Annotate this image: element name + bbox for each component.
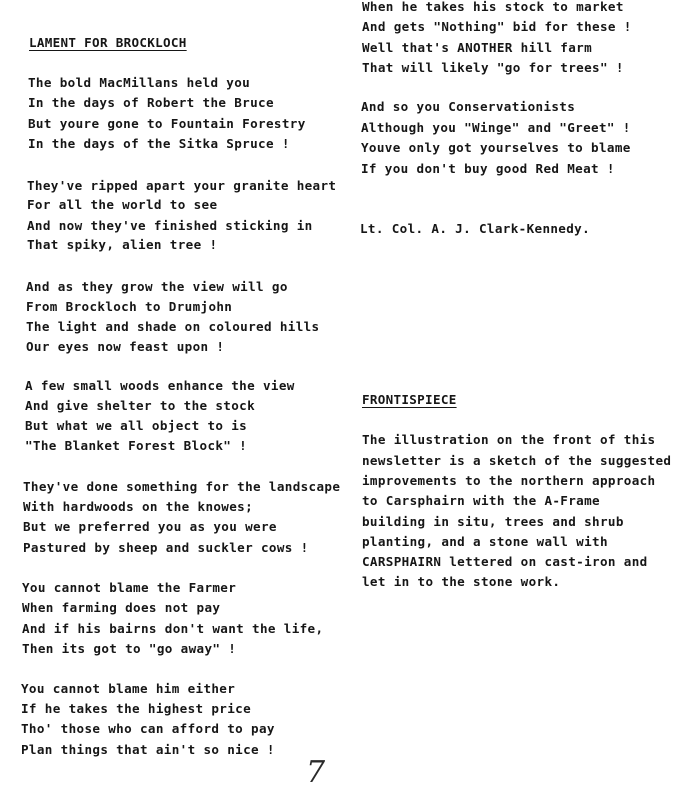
poem-line: Pastured by sheep and suckler cows ! <box>23 540 309 555</box>
poem-line: "The Blanket Forest Block" ! <box>25 438 248 453</box>
poem-line: But we preferred you as you were <box>23 519 277 534</box>
poem-line: Plan things that ain't so nice ! <box>21 742 275 757</box>
frontispiece-text-line: newsletter is a sketch of the suggested <box>362 453 672 468</box>
poem-line: And now they've finished sticking in <box>27 218 313 233</box>
poem-line: And give shelter to the stock <box>25 398 256 413</box>
frontispiece-text-line: improvements to the northern approach <box>362 473 656 488</box>
poem-line: Then its got to "go away" ! <box>22 641 237 656</box>
frontispiece-text-line: let in to the stone work. <box>362 574 561 589</box>
poem-line: With hardwoods on the knowes; <box>23 499 254 514</box>
poem-line: Well that's ANOTHER hill farm <box>362 40 593 55</box>
frontispiece-heading: FRONTISPIECE <box>362 392 457 407</box>
frontispiece-text-line: building in situ, trees and shrub <box>362 514 624 529</box>
poem-title: LAMENT FOR BROCKLOCH <box>29 35 187 50</box>
poem-line: And as they grow the view will go <box>26 279 288 294</box>
frontispiece-text-line: CARSPHAIRN lettered on cast-iron and <box>362 554 648 569</box>
poem-line: Youve only got yourselves to blame <box>361 140 631 155</box>
poem-line: A few small woods enhance the view <box>25 378 295 393</box>
poem-line: You cannot blame him either <box>21 681 236 696</box>
poem-line: And so you Conservationists <box>361 99 576 114</box>
poem-line: They've ripped apart your granite heart <box>27 178 337 193</box>
poem-signature: Lt. Col. A. J. Clark-Kennedy. <box>360 221 591 236</box>
poem-line: And if his bairns don't want the life, <box>22 621 324 636</box>
poem-line: In the days of Robert the Bruce <box>28 95 274 110</box>
poem-line: For all the world to see <box>27 197 218 212</box>
poem-line: The bold MacMillans held you <box>28 75 251 90</box>
poem-line: You cannot blame the Farmer <box>22 580 237 595</box>
poem-line: When he takes his stock to market <box>362 0 624 14</box>
poem-line: That spiky, alien tree ! <box>27 237 218 252</box>
poem-line: Our eyes now feast upon ! <box>26 339 225 354</box>
poem-line: If he takes the highest price <box>21 701 252 716</box>
frontispiece-text-line: The illustration on the front of this <box>362 432 656 447</box>
page-number: 7 <box>306 755 326 790</box>
poem-line: The light and shade on coloured hills <box>26 319 320 334</box>
poem-line: If you don't buy good Red Meat ! <box>361 161 615 176</box>
frontispiece-text-line: planting, and a stone wall with <box>362 534 608 549</box>
poem-line: When farming does not pay <box>22 600 221 615</box>
poem-line: But what we all object to is <box>25 418 248 433</box>
poem-line: From Brockloch to Drumjohn <box>26 299 233 314</box>
frontispiece-text-line: to Carsphairn with the A-Frame <box>362 493 600 508</box>
poem-line: Although you "Winge" and "Greet" ! <box>361 120 631 135</box>
poem-line: But youre gone to Fountain Forestry <box>28 116 306 131</box>
poem-line: And gets "Nothing" bid for these ! <box>362 19 632 34</box>
poem-line: Tho' those who can afford to pay <box>21 721 275 736</box>
poem-line: In the days of the Sitka Spruce ! <box>28 136 290 151</box>
poem-line: That will likely "go for trees" ! <box>362 60 624 75</box>
poem-line: They've done something for the landscape <box>23 479 341 494</box>
